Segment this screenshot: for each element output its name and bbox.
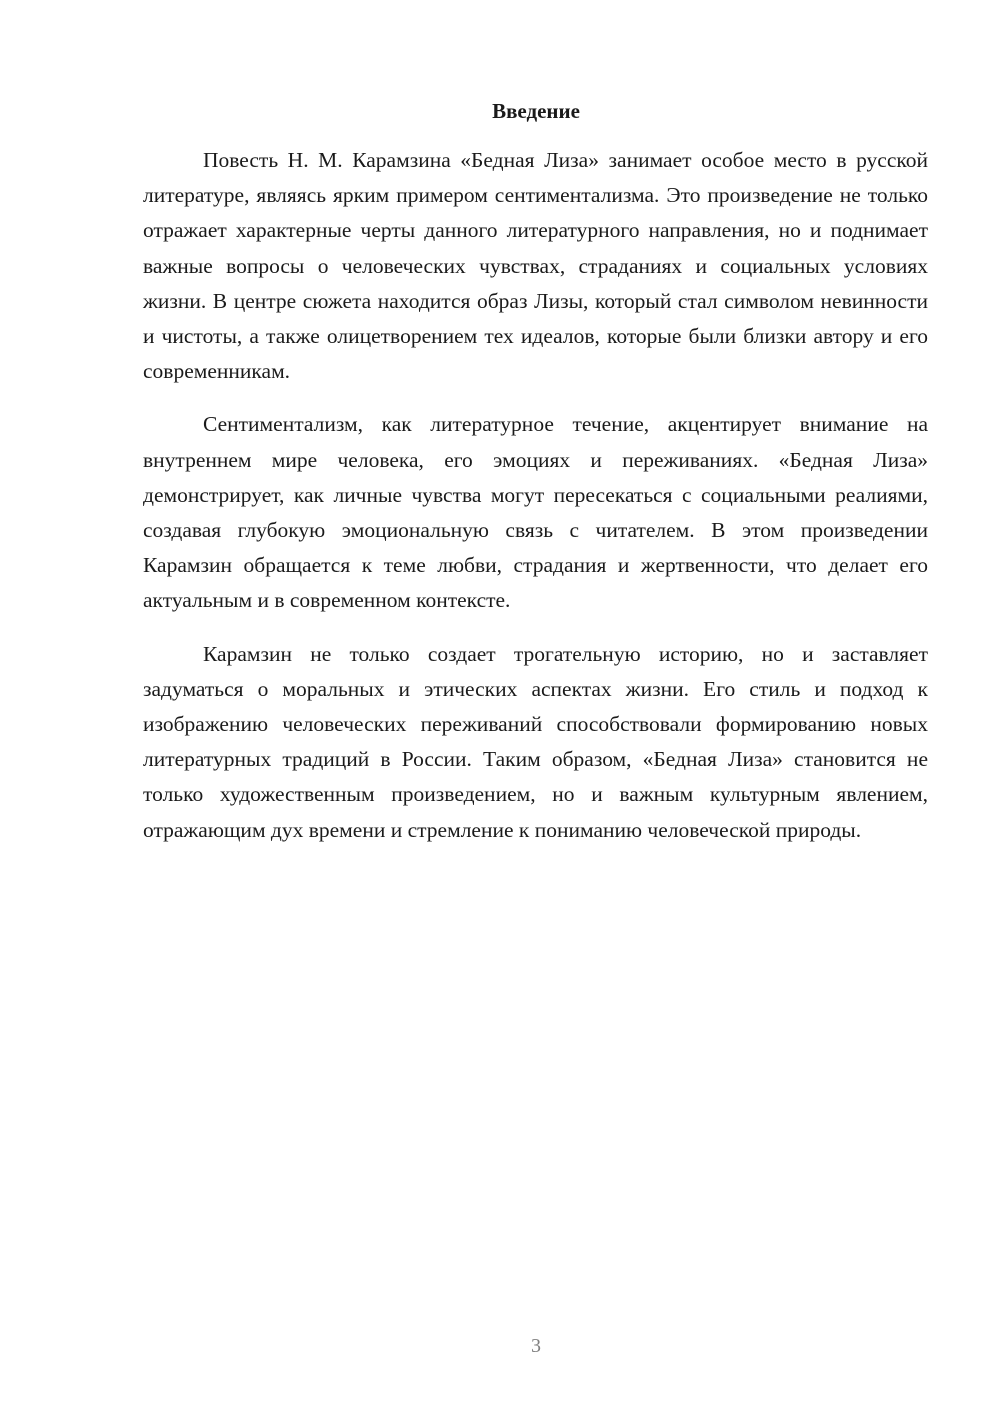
document-body: [143, 143, 928, 866]
page-number: 3: [531, 1335, 541, 1357]
paragraph-1: Повесть Н. М. Карамзина «Бедная Лиза» занимает особое место в русской литературе, являясь ярким примером сентиментализма. Это произведение не только отражает характерные черты данного литературного направления, но и поднимает важные вопросы о человеческих чувствах, страданиях и социальных условиях жизни. В центре сюжета находится образ Лизы, который стал символом невинности и чистоты, а также олицетворением тех идеалов, которые были близки автору и его современникам.: [143, 148, 928, 384]
page-title: Введение: [492, 99, 580, 123]
paragraph-3: Карамзин не только создает трогательную историю, но и заставляет задуматься о моральных и этических аспектах жизни. Его стиль и подход к изображению человеческих переживаний способствовали формированию новых литературных традиций в России. Таким образом, «Бедная Лиза» становится не только художественным произведением, но и важным культурным явлением, отражающим дух времени и стремление к пониманию человеческой природы.: [143, 641, 928, 842]
paragraph-2: Сентиментализм, как литературное течение, акцентирует внимание на внутреннем мире человека, его эмоциях и переживаниях. «Бедная Лиза» демонстрирует, как личные чувства могут пересекаться с социальными реалиями, создавая глубокую эмоциональную связь с читателем. В этом произведении Карамзин обращается к теме любви, страдания и жертвенности, что делает его актуальным и в современном контексте.: [143, 412, 928, 613]
